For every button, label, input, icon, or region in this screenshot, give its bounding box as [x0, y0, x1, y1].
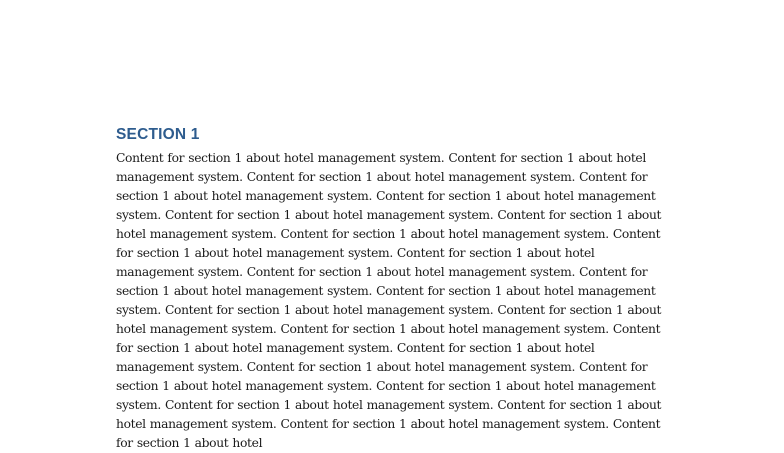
section-1 — [116, 125, 664, 453]
section-heading: SECTION 1 — [116, 126, 200, 143]
section-body-text: Content for section 1 about hotel management system. Content for section 1 about hotel management system. Content for section 1 about hotel management system. Content for section 1 about hotel management system. Content for section 1 about hotel management system. Content for section 1 about hotel management system. Content for section 1 about hotel management system. Content for section 1 about hotel management system. Content for section 1 about hotel management system. Content for section 1 about hotel management system. Content for section 1 about hotel management system. Content for section 1 about hotel management system. Content for section 1 about hotel management system. Content for section 1 about hotel management system. Content for section 1 about hotel management system. Content for section 1 about hotel management system. Content for section 1 about hotel management system. Content for section 1 about hotel management system. Content for section 1 about hotel management system. Content for section 1 about hotel management system. Content for section 1 about hotel management system. Content for section 1 about hotel management system. Content for section 1 about hotel management system. Content for section 1 about hotel management system. Content for section 1 about hotel — [116, 151, 662, 450]
